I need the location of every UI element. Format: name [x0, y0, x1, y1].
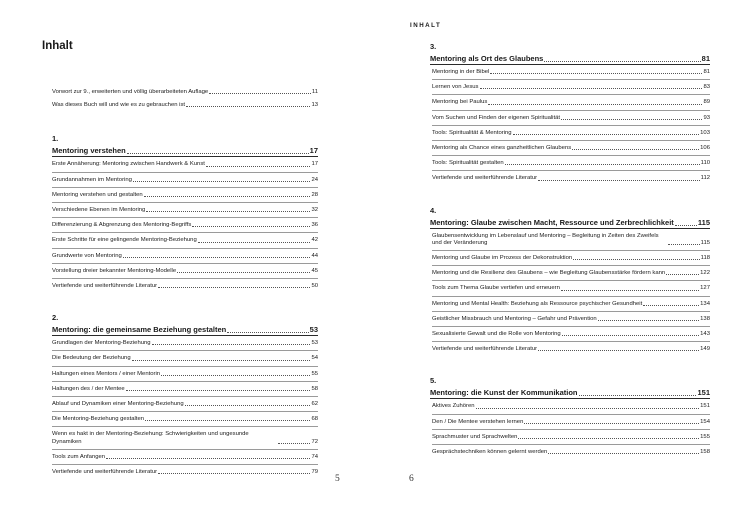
dot-leader	[192, 226, 310, 227]
entry-page: 118	[700, 255, 710, 262]
toc-entry[interactable]	[432, 430, 710, 445]
toc-entry[interactable]	[52, 412, 318, 427]
toc-entry[interactable]	[52, 465, 318, 479]
entry-title: Mentoring und die Resilienz des Glaubens – wie Begleitung Glaubensstärke fördern kann	[432, 270, 666, 277]
entry-page: 93	[703, 114, 710, 121]
dot-leader	[206, 166, 311, 167]
entry-page: 149	[700, 346, 710, 353]
entry-page: 89	[703, 99, 710, 106]
entry-title: Ablauf und Dynamiken einer Mentoring-Beziehung	[52, 401, 184, 408]
right-toc-column	[430, 42, 710, 479]
dot-leader	[146, 211, 310, 212]
entry-title: Aktives Zuhören	[432, 403, 475, 410]
dot-leader	[123, 257, 311, 258]
entry-title: Glaubensentwicklung im Lebenslauf und Mentoring – Begleitung in Zeiten des Zweifels und der Veränderung	[432, 232, 659, 246]
entry-page: 81	[703, 69, 710, 75]
entry-page: 68	[311, 416, 318, 423]
entry-title: Erste Annäherung: Mentoring zwischen Handwerk & Kunst	[52, 161, 205, 168]
dot-leader	[488, 104, 702, 105]
chapter-title-row[interactable]	[430, 386, 710, 399]
dot-leader	[278, 443, 310, 444]
toc-heading: Inhalt	[42, 40, 73, 52]
entry-title: Vertiefende und weiterführende Literatur	[432, 346, 538, 353]
entry-page: 158	[700, 449, 710, 456]
entry-title: Die Bedeutung der Beziehung	[52, 355, 131, 362]
entry-page: 11	[311, 89, 318, 95]
chapter-number: 3.	[430, 42, 437, 51]
chapter-title: Mentoring: die Kunst der Kommunikation	[430, 388, 578, 398]
entry-page: 122	[700, 270, 710, 277]
chapter-1	[52, 134, 318, 293]
toc-entry[interactable]	[432, 415, 710, 430]
toc-entry[interactable]	[432, 141, 710, 156]
chapter-title: Mentoring: die gemeinsame Beziehung gestalten	[52, 325, 227, 335]
toc-entry[interactable]	[432, 251, 710, 266]
toc-entry[interactable]	[432, 80, 710, 95]
toc-entry[interactable]	[432, 445, 710, 459]
dot-leader	[666, 274, 699, 275]
entry-page: 138	[700, 315, 710, 322]
chapter-2	[52, 313, 318, 479]
chapter-title-row[interactable]	[430, 216, 710, 229]
entry-title: Vom Suchen und Finden der eigenen Spiritualität	[432, 114, 561, 121]
chapter-title-row[interactable]	[52, 144, 318, 157]
entry-page: 58	[311, 385, 318, 392]
entry-page: 106	[700, 145, 710, 152]
toc-entry[interactable]	[432, 327, 710, 342]
dot-leader	[127, 153, 309, 154]
dot-leader	[505, 164, 700, 165]
dot-leader	[185, 405, 311, 406]
entry-title: Sexualisierte Gewalt und die Rolle von Mentoring	[432, 331, 561, 338]
toc-entry[interactable]	[432, 126, 710, 141]
entry-page: 62	[311, 401, 318, 408]
entry-title: Verschiedene Ebenen im Mentoring	[52, 207, 146, 214]
dot-leader	[158, 287, 310, 288]
toc-entry[interactable]	[52, 450, 318, 465]
entry-page: 115	[700, 239, 710, 246]
chapter-number: 2.	[52, 313, 59, 323]
chapter-title-row[interactable]	[52, 323, 318, 336]
entry-title: Den / Die Mentee verstehen lernen	[432, 418, 524, 425]
toc-entry[interactable]	[52, 382, 318, 397]
toc-entry[interactable]	[52, 427, 318, 449]
entry-title: Erste Schritte für eine gelingende Mentoring-Beziehung	[52, 237, 197, 244]
toc-entry[interactable]	[432, 171, 710, 185]
entry-title: Geistlicher Missbrauch und Mentoring – Gefahr und Prävention	[432, 315, 597, 322]
front-matter-list	[52, 86, 318, 112]
entry-page: 112	[700, 175, 710, 182]
entry-page: 134	[700, 300, 710, 307]
entry-page: 24	[311, 176, 318, 183]
chapter-title: Mentoring als Ort des Glaubens	[430, 54, 544, 63]
chapter-entries	[52, 336, 318, 479]
entry-page: 127	[700, 285, 710, 292]
left-toc-column	[52, 86, 318, 499]
entry-page: 74	[311, 453, 318, 460]
entry-page: 54	[311, 355, 318, 362]
chapter-entries	[430, 65, 710, 186]
entry-title: Tools zum Anfangen	[52, 453, 106, 460]
dot-leader	[538, 180, 699, 181]
entry-page: 53	[311, 340, 318, 347]
toc-entry[interactable]	[432, 65, 710, 80]
dot-leader	[227, 332, 308, 333]
chapter-title-row[interactable]	[430, 52, 710, 65]
dot-leader	[198, 242, 311, 243]
dot-leader	[186, 106, 310, 107]
dot-leader	[513, 134, 700, 135]
entry-page: 143	[700, 331, 710, 338]
entry-title: Mentoring und Glaube im Prozess der Dekonstruktion	[432, 255, 573, 262]
toc-entry[interactable]	[52, 86, 318, 99]
entry-title: Mentoring in der Bibel	[432, 69, 490, 75]
chapter-entries	[430, 399, 710, 459]
entry-title: Mentoring und Mental Health: Beziehung als Ressource psychischer Gesundheit	[432, 300, 643, 307]
entry-title: Grundlagen der Mentoring-Beziehung	[52, 340, 151, 347]
toc-entry[interactable]	[432, 312, 710, 327]
dot-leader	[518, 438, 699, 439]
toc-entry[interactable]	[52, 173, 318, 188]
chapter-page: 53	[309, 325, 318, 335]
dot-leader	[573, 259, 699, 260]
chapter-page: 115	[697, 217, 710, 227]
entry-page: 83	[703, 84, 710, 91]
toc-entry[interactable]	[52, 203, 318, 218]
entry-page: 103	[700, 129, 710, 136]
chapter-entries	[430, 229, 710, 357]
dot-leader	[675, 225, 697, 226]
dot-leader	[562, 335, 699, 336]
toc-entry[interactable]	[52, 279, 318, 293]
toc-entry[interactable]	[52, 367, 318, 382]
chapter-5	[430, 376, 710, 459]
entry-page: 13	[311, 102, 318, 109]
toc-entry[interactable]	[432, 266, 710, 281]
dot-leader	[177, 272, 310, 273]
dot-leader	[490, 73, 702, 74]
entry-page: 36	[311, 222, 318, 229]
dot-leader	[544, 61, 700, 62]
entry-page: 154	[700, 418, 710, 425]
dot-leader	[561, 119, 702, 120]
entry-title: Wenn es hakt in der Mentoring-Beziehung: Schwierigkeiten und ungesunde Dynamiken	[52, 431, 249, 445]
entry-title: Sprachmuster und Sprachwelten	[432, 433, 518, 440]
toc-entry[interactable]	[432, 229, 710, 251]
entry-page: 28	[311, 191, 318, 198]
toc-entry[interactable]	[52, 249, 318, 264]
dot-leader	[538, 350, 699, 351]
dot-leader	[126, 390, 311, 391]
entry-title: Lernen von Jesus	[432, 84, 479, 91]
dot-leader	[145, 420, 310, 421]
toc-entry[interactable]	[432, 95, 710, 110]
entry-title: Tools: Spiritualität gestalten	[432, 160, 504, 167]
dot-leader	[144, 196, 311, 197]
entry-title: Tools: Spiritualität & Mentoring	[432, 129, 512, 136]
chapter-title: Mentoring: Glaube zwischen Macht, Ressource und Zerbrechlichkeit	[430, 217, 674, 227]
entry-page: 79	[311, 469, 318, 476]
toc-entry[interactable]	[52, 233, 318, 248]
entry-title: Grundwerte von Mentoring	[52, 252, 122, 259]
page-number: 5	[335, 474, 340, 484]
dot-leader	[132, 360, 311, 361]
dot-leader	[668, 244, 700, 245]
entry-page: 151	[700, 403, 710, 410]
dot-leader	[524, 423, 699, 424]
toc-entry[interactable]	[432, 281, 710, 296]
chapter-page: 17	[309, 146, 318, 156]
dot-leader	[161, 375, 310, 376]
toc-entry[interactable]	[52, 336, 318, 351]
toc-entry[interactable]	[52, 397, 318, 412]
entry-title: Tools zum Thema Glaube vertiefen und erneuern	[432, 285, 560, 292]
dot-leader	[598, 320, 699, 321]
entry-title: Vorwort zur 9., erweiterten und völlig überarbeiteten Auflage	[52, 89, 209, 95]
entry-page: 55	[311, 370, 318, 377]
toc-entry[interactable]	[432, 297, 710, 312]
chapter-page: 81	[701, 54, 710, 63]
entry-page: 110	[700, 160, 710, 167]
dot-leader	[480, 88, 703, 89]
dot-leader	[643, 305, 699, 306]
chapter-number: 1.	[52, 134, 59, 144]
dot-leader	[476, 408, 700, 409]
entry-page: 17	[311, 161, 318, 168]
toc-entry[interactable]	[432, 111, 710, 126]
entry-title: Vorstellung dreier bekannter Mentoring-Modelle	[52, 267, 177, 274]
toc-entry[interactable]	[52, 351, 318, 366]
chapter-number: 5.	[430, 376, 437, 386]
dot-leader	[548, 453, 699, 454]
entry-title: Vertiefende und weiterführende Literatur	[52, 283, 158, 290]
toc-entry[interactable]	[52, 99, 318, 112]
chapter-title: Mentoring verstehen	[52, 146, 126, 156]
entry-page: 45	[311, 267, 318, 274]
dot-leader	[209, 93, 311, 94]
toc-entry[interactable]	[432, 156, 710, 171]
entry-page: 44	[311, 252, 318, 259]
dot-leader	[152, 344, 311, 345]
toc-entry[interactable]	[432, 342, 710, 356]
entry-title: Gesprächstechniken können gelernt werden	[432, 449, 548, 456]
dot-leader	[579, 395, 697, 396]
dot-leader	[158, 473, 310, 474]
entry-title: Haltungen des / der Mentee	[52, 385, 125, 392]
entry-title: Differenzierung & Abgrenzung des Mentoring-Begriffs	[52, 222, 192, 229]
entry-page: 72	[311, 438, 318, 445]
entry-title: Haltungen eines Mentors / einer Mentorin	[52, 370, 161, 377]
toc-entry[interactable]	[52, 157, 318, 172]
dot-leader	[133, 181, 311, 182]
running-head: INHALT	[410, 22, 442, 29]
dot-leader	[106, 458, 310, 459]
entry-title: Vertiefende und weiterführende Literatur	[432, 175, 538, 182]
entry-title: Grundannahmen im Mentoring	[52, 176, 132, 183]
chapter-number: 4.	[430, 205, 437, 215]
dot-leader	[572, 149, 699, 150]
page-number: 6	[409, 474, 414, 484]
entry-title: Vertiefende und weiterführende Literatur	[52, 469, 158, 476]
entry-title: Mentoring bei Paulus	[432, 99, 488, 106]
dot-leader	[561, 290, 699, 291]
chapter-3	[430, 42, 710, 186]
right-page	[375, 0, 750, 523]
entry-title: Mentoring verstehen und gestalten	[52, 191, 143, 198]
entry-page: 42	[311, 237, 318, 244]
toc-entry[interactable]	[52, 188, 318, 203]
entry-page: 155	[700, 433, 710, 440]
toc-entry[interactable]	[52, 264, 318, 279]
chapter-4	[430, 206, 710, 357]
entry-page: 32	[311, 207, 318, 214]
toc-entry[interactable]	[52, 218, 318, 233]
toc-entry[interactable]	[432, 399, 710, 414]
chapter-page: 151	[697, 388, 710, 398]
chapter-entries	[52, 157, 318, 293]
entry-title: Was dieses Buch will und wie es zu gebrauchen ist	[52, 102, 186, 109]
entry-title: Die Mentoring-Beziehung gestalten	[52, 416, 145, 423]
entry-title: Mentoring als Chance eines ganzheitlichen Glaubens	[432, 145, 572, 152]
entry-page: 50	[311, 283, 318, 290]
